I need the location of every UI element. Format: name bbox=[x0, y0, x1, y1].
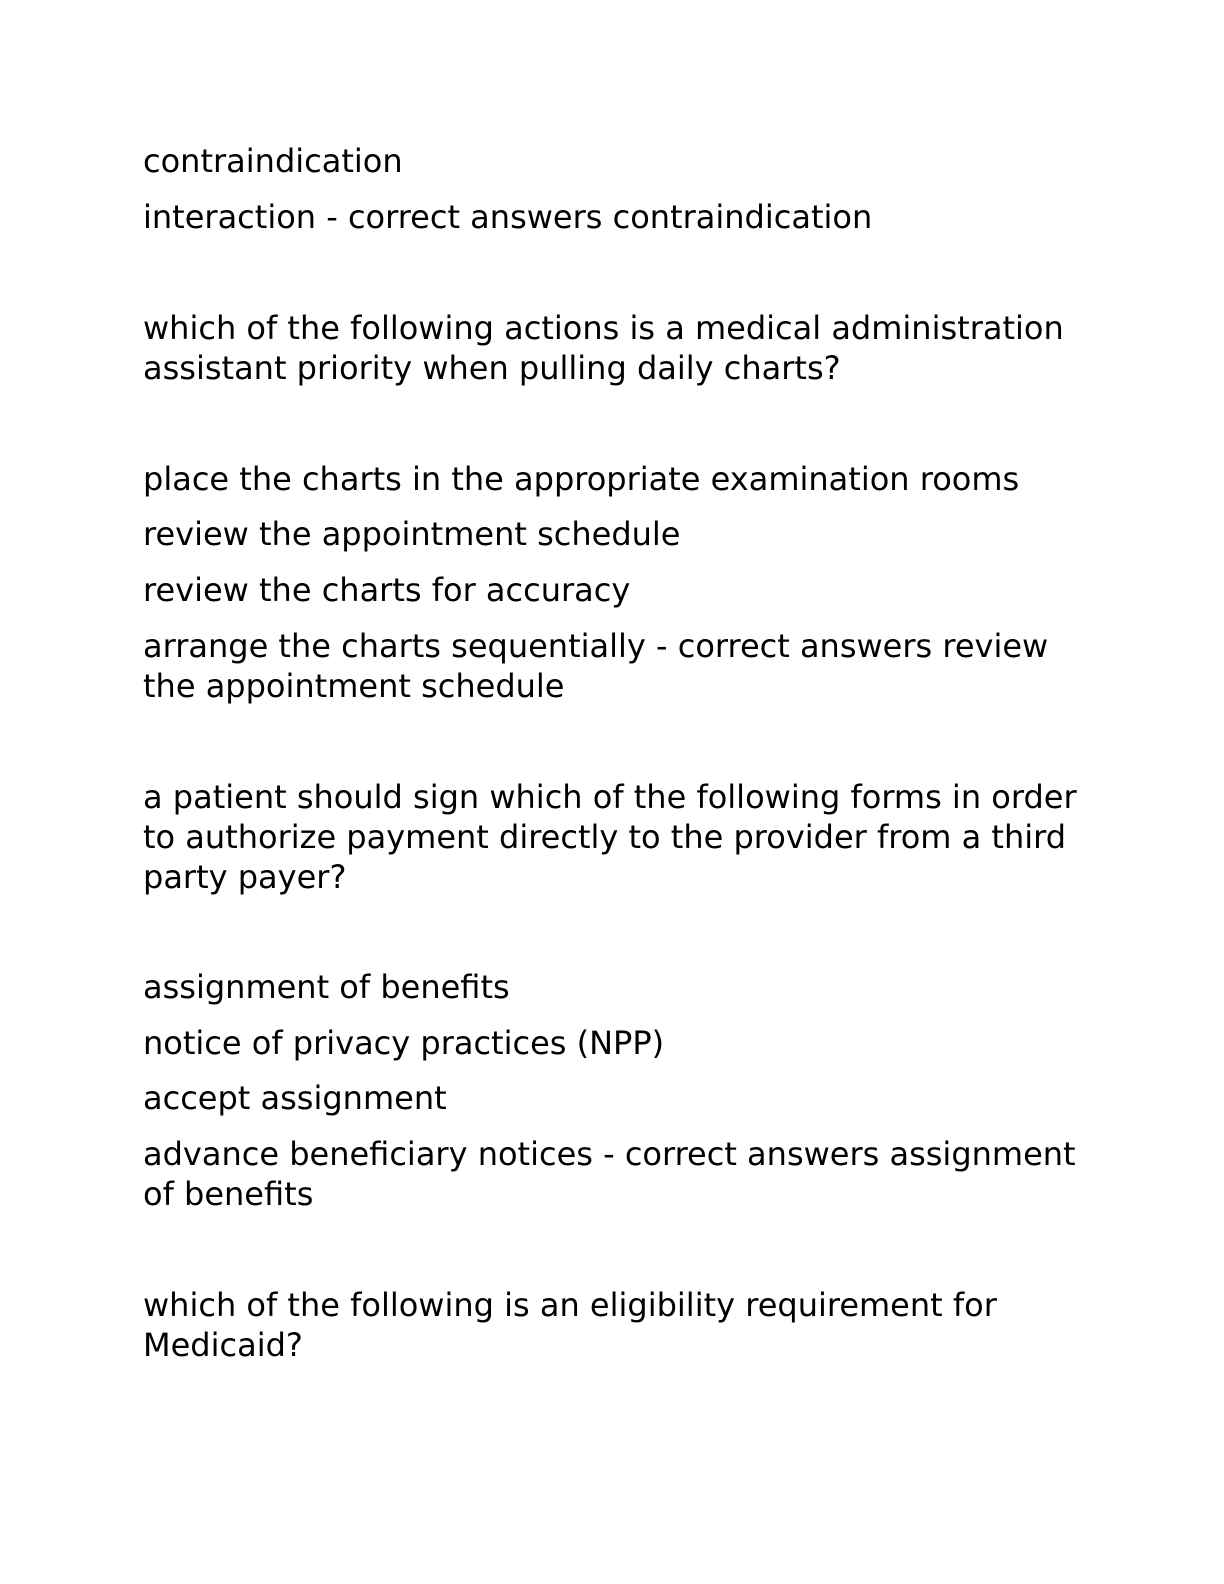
question-text: which of the following is an eligibility requirement for Medicaid? bbox=[143, 1286, 997, 1364]
question-text: a patient should sign which of the following forms in order to authorize payment directly to the provider from a third party payer? bbox=[143, 778, 1077, 896]
answer-line: interaction - correct answers contraindication bbox=[143, 198, 873, 236]
option-text: place the charts in the appropriate examination rooms bbox=[143, 460, 1020, 498]
answer-line: arrange the charts sequentially - correct answers review the appointment schedule bbox=[143, 627, 1049, 705]
option-text: review the appointment schedule bbox=[143, 515, 681, 553]
answer-line: advance beneficiary notices - correct answers assignment of benefits bbox=[143, 1135, 1076, 1213]
option-text: review the charts for accuracy bbox=[143, 571, 631, 609]
option-text: accept assignment bbox=[143, 1079, 447, 1117]
option-text: notice of privacy practices (NPP) bbox=[143, 1024, 665, 1062]
option-text: assignment of benefits bbox=[143, 968, 510, 1006]
option-text: contraindication bbox=[143, 142, 403, 180]
question-text: which of the following actions is a medical administration assistant priority when pulling daily charts? bbox=[143, 309, 1064, 387]
